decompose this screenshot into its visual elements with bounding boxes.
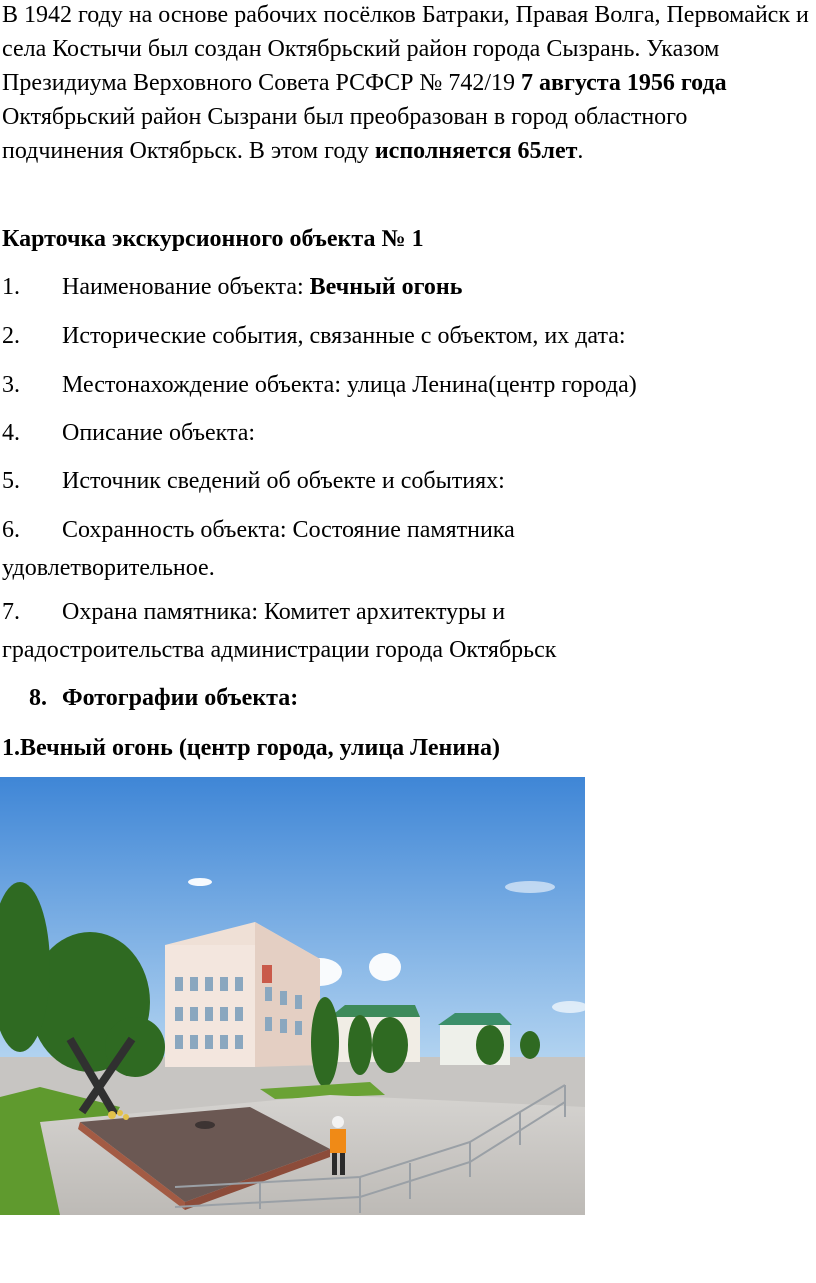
item-history [2, 317, 814, 355]
item-number: 7. [2, 599, 20, 625]
item-label: Исторические события, связанные с объектом, их дата: [62, 323, 626, 349]
item-label: Сохранность объекта: Состояние памятника [62, 517, 515, 543]
item-protection [2, 593, 814, 669]
item-label: Источник сведений об объекте и событиях: [62, 468, 505, 494]
item-name [2, 268, 814, 306]
intro-text-1: В 1942 году на основе рабочих посёлков Батраки, Правая Волга, Первомайск и села Костычи был создан Октябрьский район города Сызрань. Указом Президиума Верховного Совета РСФСР № 742/19 [2, 2, 809, 96]
item-photos [29, 679, 298, 717]
item-number: 1. [2, 274, 20, 300]
item-number: 2. [2, 323, 20, 349]
intro-text-3: . [577, 138, 584, 164]
item-value: Вечный огонь [309, 274, 463, 300]
item-label: Описание объекта: [62, 420, 256, 446]
item-description [2, 414, 814, 452]
item-number: 4. [2, 420, 20, 446]
intro-paragraph [2, 0, 814, 168]
item-number: 3. [2, 372, 20, 398]
intro-anniversary: исполняется 65лет [374, 138, 578, 164]
item-label: Наименование объекта: [62, 274, 310, 300]
item-continuation: градостроительства администрации города Октябрьск [2, 637, 557, 663]
item-source [2, 462, 814, 500]
item-location [2, 366, 814, 404]
item-continuation: удовлетворительное. [2, 555, 215, 581]
intro-text-2: Октябрьский район Сызрани был преобразован в город областного подчинения Октябрьск. В этом году [2, 104, 688, 164]
photo-illustration [0, 777, 585, 1215]
eternal-flame-photo [0, 777, 585, 1215]
item-label: Охрана памятника: Комитет архитектуры и [62, 599, 506, 625]
item-condition [2, 511, 814, 587]
item-number: 8. [29, 685, 47, 711]
intro-date: 7 августа 1956 года [521, 70, 727, 96]
item-label: Местонахождение объекта: улица Ленина(центр города) [62, 372, 637, 398]
item-number: 5. [2, 468, 20, 494]
card-title: Карточка экскурсионного объекта № 1 [2, 226, 424, 252]
item-label: Фотографии объекта: [62, 685, 299, 711]
photo-caption: 1.Вечный огонь (центр города, улица Ленина) [2, 735, 501, 761]
item-number: 6. [2, 517, 20, 543]
